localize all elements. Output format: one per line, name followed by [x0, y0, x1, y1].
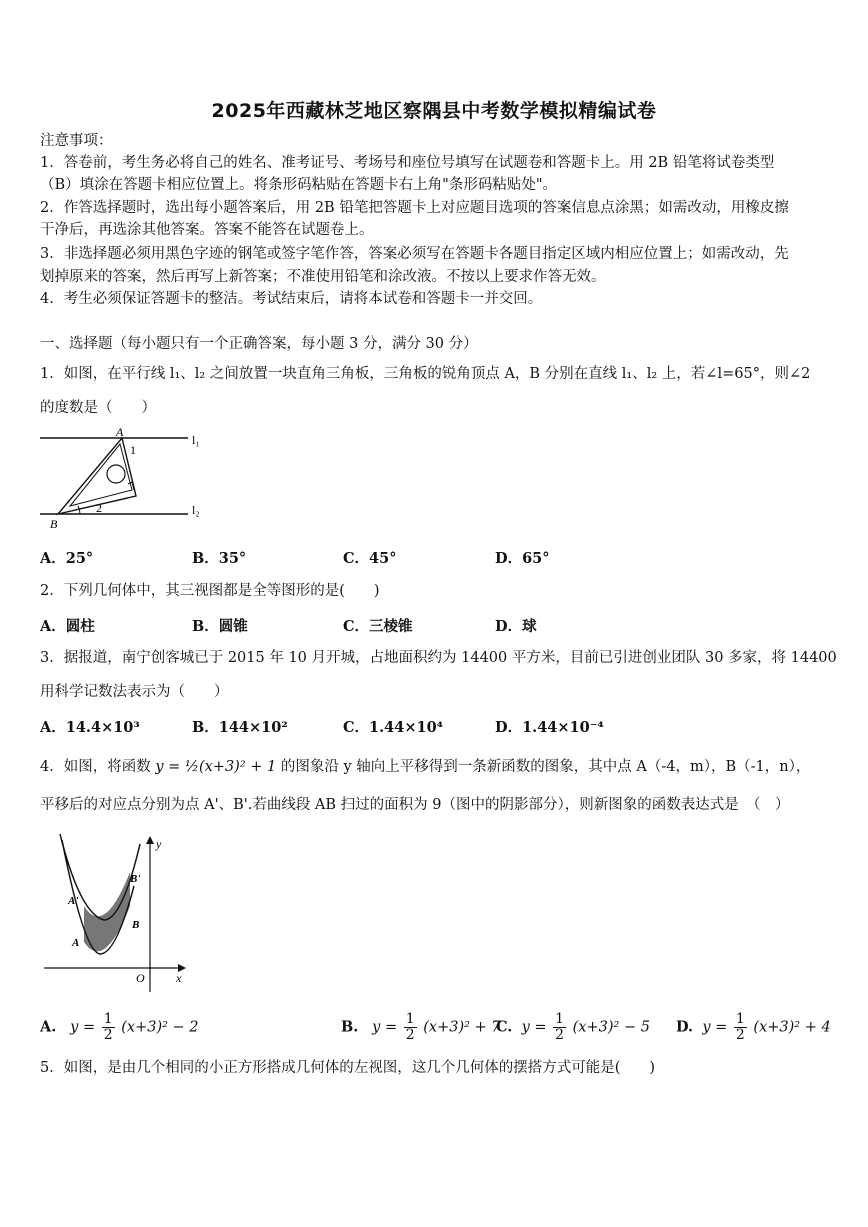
- option-a[interactable]: A．圆柱: [40, 618, 95, 635]
- section-heading: 一、选择题（每小题只有一个正确答案，每小题 3 分，满分 30 分）: [40, 336, 478, 352]
- option-d[interactable]: D．球: [495, 618, 537, 635]
- q1-label-B: B: [50, 517, 58, 531]
- q4-stem: [40, 756, 828, 778]
- option-b[interactable]: [341, 1012, 501, 1043]
- q4-axis-x: x: [176, 971, 182, 985]
- q1-label-l2: l₂: [192, 503, 200, 517]
- option-expression: (x+3)² − 5: [572, 1019, 650, 1036]
- option-y-eq: y =: [521, 1019, 547, 1036]
- option-label: A.: [40, 1018, 57, 1036]
- q4-figure: [44, 834, 194, 992]
- q1-label-A: A: [116, 425, 124, 439]
- option-expression: (x+3)² + 7: [423, 1019, 501, 1036]
- q5-stem: 5．如图，是由几个相同的小正方形搭成几何体的左视图，这几个几何体的摆搭方式可能是( ): [40, 1060, 656, 1076]
- option-b[interactable]: B．圆锥: [192, 618, 248, 635]
- q3-stem-cont: 用科学记数法表示为（ ）: [40, 684, 229, 700]
- q1-figure: [40, 424, 210, 532]
- notice-line: 划掉原来的答案，然后再写上新答案；不准使用铅笔和涂改液。不按以上要求作答无效。: [40, 269, 606, 285]
- q4-origin: O: [136, 971, 145, 985]
- q1-label-l1: l₁: [192, 433, 200, 447]
- fraction-half: $\frac{1}{2}$: [555, 1011, 565, 1043]
- fraction-half: $\frac{1}{2}$: [735, 1011, 745, 1043]
- option-label: D.: [676, 1018, 694, 1036]
- option-y-eq: y =: [372, 1019, 398, 1036]
- q4-label-Bp: B': [130, 873, 141, 885]
- q2-stem: 2．下列几何体中，其三视图都是全等图形的是( ): [40, 583, 380, 599]
- q3-stem: 3．据报道，南宁创客城已于 2015 年 10 月开城，占地面积约为 14400 平方米，目前已引进创业团队 30 多家，将 14400: [40, 650, 837, 666]
- q4-label-A: A: [72, 937, 80, 949]
- option-a[interactable]: [40, 1012, 199, 1043]
- option-c[interactable]: C．1.44×10⁴: [343, 719, 444, 736]
- q1-stem: 1．如图，在平行线 l₁、l₂ 之间放置一块直角三角板，三角板的锐角顶点 A，B 分别在直线 l₁、l₂ 上，若∠l=65°，则∠2: [40, 366, 811, 382]
- fraction-half: $\frac{1}{2}$: [103, 1011, 113, 1043]
- q1-label-1: 1: [130, 443, 136, 457]
- option-b[interactable]: B．35°: [192, 550, 247, 567]
- q4-axis-y: y: [156, 837, 162, 851]
- option-c[interactable]: C．45°: [343, 550, 397, 567]
- option-label: C.: [496, 1018, 513, 1036]
- option-c[interactable]: [496, 1012, 650, 1043]
- notice-line: （B）填涂在答题卡相应位置上。将条形码粘贴在答题卡右上角"条形码粘贴处"。: [40, 177, 557, 193]
- q4-stem-cont: 平移后的对应点分别为点 A'、B'.若曲线段 AB 扫过的面积为 9（图中的阴影部分），则新图象的函数表达式是 （ ）: [40, 797, 790, 813]
- option-y-eq: y =: [70, 1019, 96, 1036]
- notice-line: 干净后，再选涂其他答案。答案不能答在试题卷上。: [40, 222, 374, 238]
- option-d[interactable]: D．1.44×10⁻⁴: [495, 719, 604, 736]
- option-a[interactable]: A．25°: [40, 550, 94, 567]
- option-c[interactable]: C．三棱锥: [343, 618, 413, 635]
- option-b[interactable]: B．144×10²: [192, 719, 288, 736]
- q4-stem-post: 的图象沿 y 轴向上平移得到一条新函数的图象，其中点 A（-4，m），B（-1，n），: [280, 759, 811, 775]
- fraction-half: $\frac{1}{2}$: [405, 1011, 415, 1043]
- notice-line: 4．考生必须保证答题卡的整洁。考试结束后，请将本试卷和答题卡一并交回。: [40, 291, 543, 307]
- notice-line: 1．答卷前，考生务必将自己的姓名、准考证号、考场号和座位号填写在试题卷和答题卡上。用 2B 铅笔将试卷类型: [40, 155, 775, 171]
- notice-line: 2．作答选择题时，选出每小题答案后，用 2B 铅笔把答题卡上对应题目选项的答案信息点涂黑；如需改动，用橡皮擦: [40, 200, 789, 216]
- option-label: B.: [341, 1018, 359, 1036]
- option-d[interactable]: [676, 1012, 831, 1043]
- page-title: 2025年西藏林芝地区察隅县中考数学模拟精编试卷: [211, 100, 657, 122]
- option-expression: (x+3)² − 2: [121, 1019, 199, 1036]
- q4-stem-pre: 4．如图，将函数: [40, 759, 151, 775]
- option-expression: (x+3)² + 4: [753, 1019, 831, 1036]
- q1-label-2: 2: [96, 501, 102, 515]
- q4-label-Ap: A': [68, 895, 79, 907]
- q4-function: y = ½(x+3)² + 1: [155, 759, 277, 775]
- option-y-eq: y =: [702, 1019, 728, 1036]
- q1-stem-cont: 的度数是（ ）: [40, 400, 156, 416]
- q4-label-B: B: [132, 919, 140, 931]
- notice-line: 3．非选择题必须用黑色字迹的钢笔或签字笔作答，答案必须写在答题卡各题目指定区域内相应位置上；如需改动，先: [40, 246, 789, 262]
- option-a[interactable]: A．14.4×10³: [40, 719, 140, 736]
- notice-heading: 注意事项：: [40, 133, 113, 149]
- option-d[interactable]: D．65°: [495, 550, 550, 567]
